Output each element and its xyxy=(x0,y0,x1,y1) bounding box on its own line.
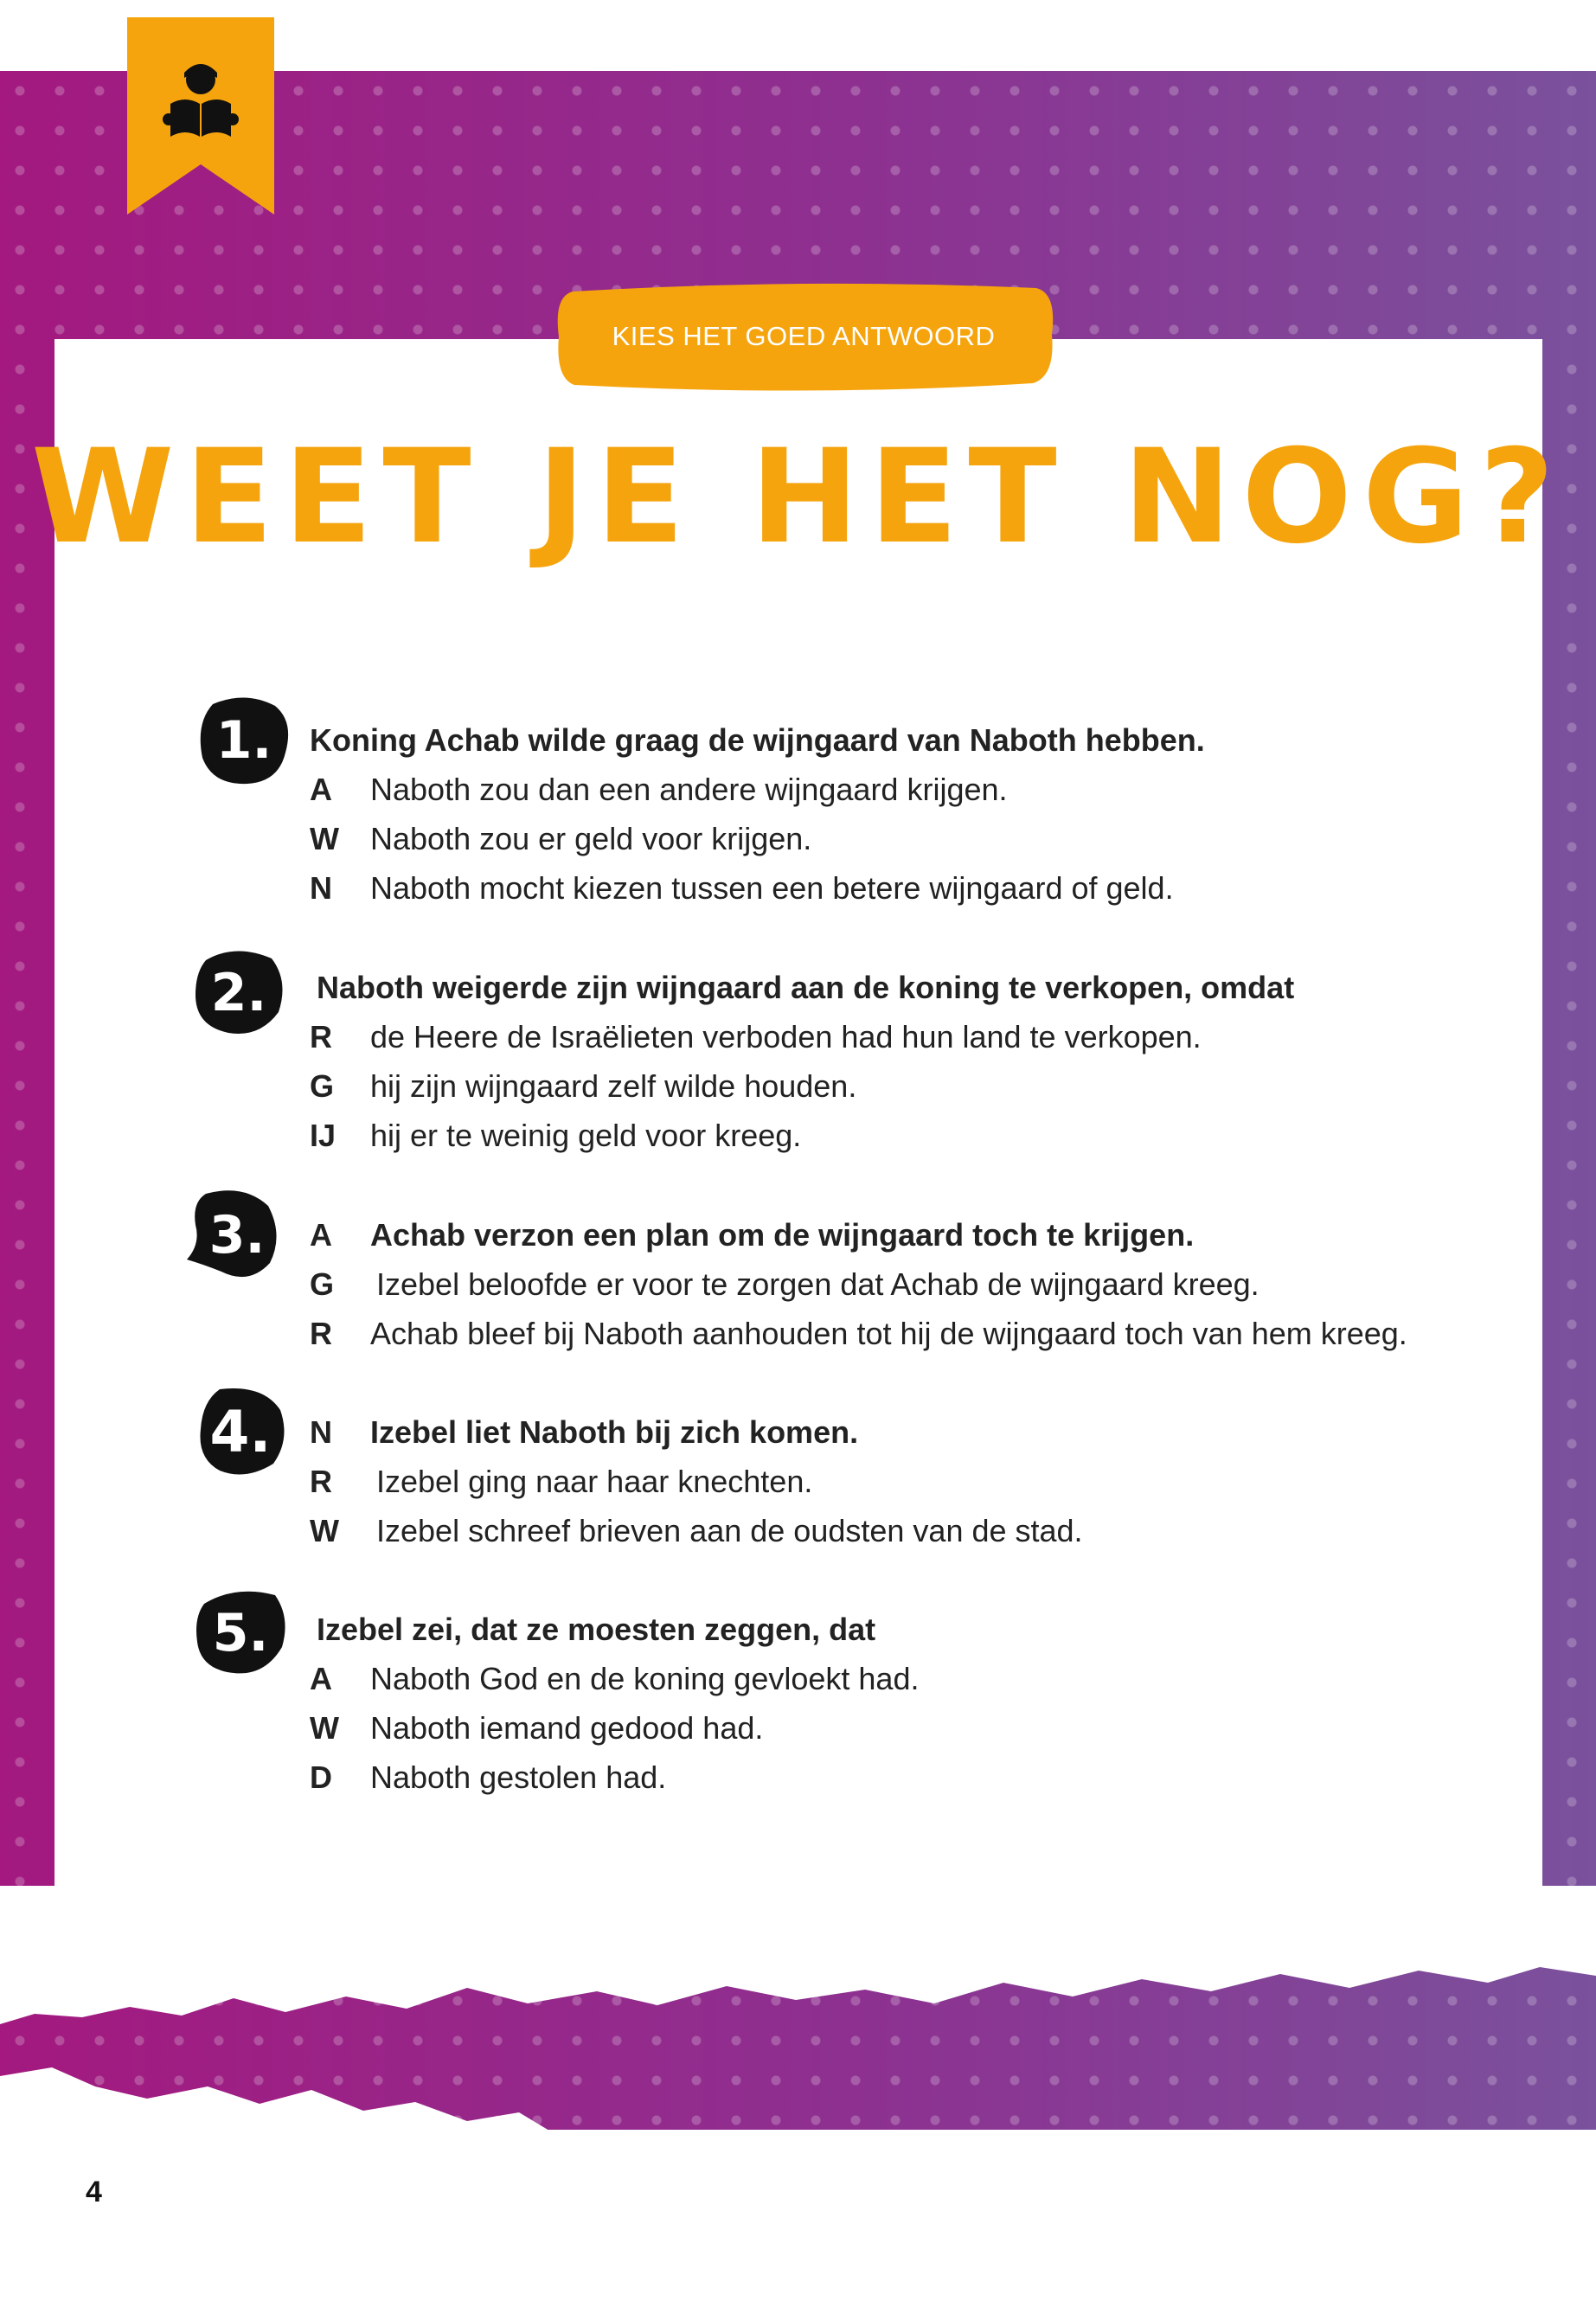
question-number-badge xyxy=(190,943,287,1040)
answer-option[interactable] xyxy=(310,1710,764,1746)
option-letter: W xyxy=(310,1513,339,1548)
option-text: Naboth gestolen had. xyxy=(370,1759,667,1795)
option-text: Naboth zou er geld voor krijgen. xyxy=(370,821,812,856)
answer-option[interactable] xyxy=(310,1217,1195,1253)
option-letter: R xyxy=(310,1464,332,1499)
option-text: hij zijn wijngaard zelf wilde houden. xyxy=(370,1068,857,1104)
option-text: Achab bleef bij Naboth aanhouden tot hij de wijngaard toch van hem kreeg. xyxy=(370,1316,1407,1351)
option-text: Izebel schreef brieven aan de oudsten van de stad. xyxy=(376,1513,1083,1548)
page-title: WEET JE HET NOG? xyxy=(30,422,1566,573)
option-letter: N xyxy=(310,870,332,906)
option-text: de Heere de Israëlieten verboden had hun land te verkopen. xyxy=(370,1019,1202,1054)
option-letter: G xyxy=(310,1266,335,1302)
answer-option[interactable] xyxy=(310,1663,919,1695)
answer-option[interactable] xyxy=(310,1068,857,1104)
option-letter: R xyxy=(310,1316,332,1351)
option-text: Izebel beloofde er voor te zorgen dat Achab de wijngaard kreeg. xyxy=(376,1266,1259,1302)
banner-label: KIES HET GOED ANTWOORD xyxy=(612,321,996,351)
answer-option[interactable] xyxy=(310,1120,801,1151)
option-text: Naboth iemand gedood had. xyxy=(370,1710,764,1746)
answer-option[interactable] xyxy=(310,1466,812,1497)
question-number: 1. xyxy=(215,710,272,771)
question-prompt: Koning Achab wilde graag de wijngaard van Naboth hebben. xyxy=(310,722,1205,758)
question-number-badge xyxy=(194,1384,291,1481)
answer-option[interactable] xyxy=(310,821,812,856)
option-text: Naboth mocht kiezen tussen een betere wijngaard of geld. xyxy=(370,870,1174,906)
option-letter: IJ xyxy=(310,1118,337,1153)
question-number-badge xyxy=(183,1187,280,1284)
question-number-badge xyxy=(195,692,292,789)
option-letter: A xyxy=(310,772,332,807)
question-number: 5. xyxy=(212,1603,269,1663)
answer-option[interactable] xyxy=(310,870,1174,906)
question-number: 3. xyxy=(208,1205,266,1266)
question-prompt: Naboth weigerde zijn wijngaard aan de koning te verkopen, omdat xyxy=(317,970,1295,1005)
question-number-badge xyxy=(192,1583,289,1680)
answer-option[interactable] xyxy=(310,1318,1407,1349)
option-letter: A xyxy=(310,1661,332,1696)
answer-option[interactable] xyxy=(310,1266,1259,1302)
answer-option[interactable] xyxy=(310,1513,1083,1548)
answer-option[interactable] xyxy=(310,1759,667,1795)
answer-option[interactable] xyxy=(310,1414,859,1450)
question-prompt: Izebel zei, dat ze moesten zeggen, dat xyxy=(317,1612,876,1647)
option-text: Izebel liet Naboth bij zich komen. xyxy=(370,1414,859,1450)
question-number: 2. xyxy=(210,963,267,1023)
option-letter: W xyxy=(310,1710,339,1746)
option-letter: D xyxy=(310,1759,332,1795)
question-number: 4. xyxy=(209,1399,272,1465)
page-number: 4 xyxy=(86,2176,102,2208)
option-text: Naboth zou dan een andere wijngaard krijgen. xyxy=(370,772,1008,807)
option-text: hij er te weinig geld voor kreeg. xyxy=(370,1118,802,1153)
bookmark-ribbon xyxy=(127,17,274,215)
answer-option[interactable] xyxy=(310,1019,1202,1054)
option-letter: G xyxy=(310,1068,335,1104)
answer-option[interactable] xyxy=(310,774,1008,805)
option-letter: A xyxy=(310,1217,332,1253)
option-text: Achab verzon een plan om de wijngaard toch te krijgen. xyxy=(370,1217,1195,1253)
option-letter: R xyxy=(310,1019,332,1054)
option-text: Naboth God en de koning gevloekt had. xyxy=(370,1661,920,1696)
option-letter: W xyxy=(310,821,339,856)
option-text: Izebel ging naar haar knechten. xyxy=(376,1464,813,1499)
option-letter: N xyxy=(310,1414,332,1450)
